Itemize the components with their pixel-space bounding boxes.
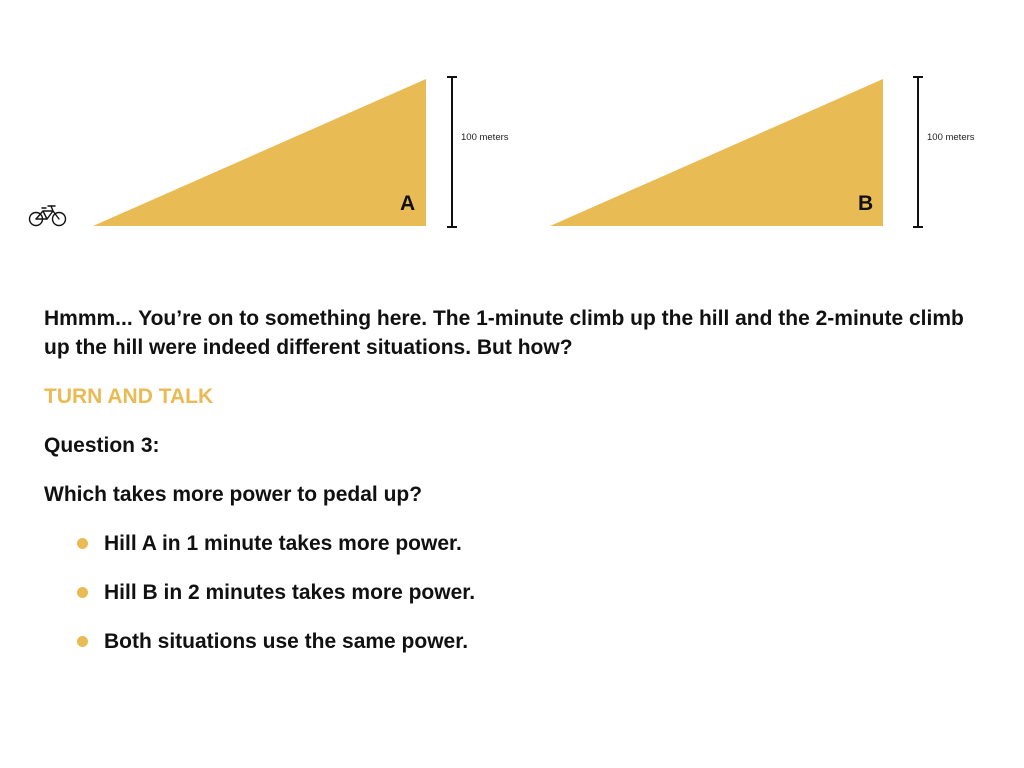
hill-b-height-marker xyxy=(913,77,923,227)
hill-b-triangle xyxy=(550,79,883,226)
bullet-icon xyxy=(77,538,88,549)
answer-option-label: Both situations use the same power. xyxy=(104,630,469,653)
hill-a-letter: A xyxy=(400,192,416,215)
bicycle-icon xyxy=(30,206,66,226)
hill-b-letter: B xyxy=(858,192,874,215)
hills-diagram xyxy=(0,0,1024,260)
bullet-icon xyxy=(77,587,88,598)
question-text: Which takes more power to pedal up? xyxy=(44,483,423,506)
bullet-icon xyxy=(77,636,88,647)
hill-a-height-label: 100 meters xyxy=(461,132,509,143)
answer-option-label: Hill A in 1 minute takes more power. xyxy=(104,532,462,555)
turn-and-talk-heading: TURN AND TALK xyxy=(44,385,214,408)
answer-option-3[interactable] xyxy=(76,627,475,656)
answer-option-label: Hill B in 2 minutes takes more power. xyxy=(104,581,476,604)
answer-options xyxy=(76,529,475,676)
intro-text: Hmmm... You’re on to something here. The 1-minute climb up the hill and the 2-minute climb up the hill were indeed different situations. But how? xyxy=(44,307,964,359)
hill-a-triangle xyxy=(93,79,426,226)
answer-option-1[interactable] xyxy=(76,529,475,558)
hill-b-height-label: 100 meters xyxy=(927,132,975,143)
hill-a-height-marker xyxy=(447,77,457,227)
answer-option-2[interactable] xyxy=(76,578,475,607)
question-label: Question 3: xyxy=(44,434,160,457)
